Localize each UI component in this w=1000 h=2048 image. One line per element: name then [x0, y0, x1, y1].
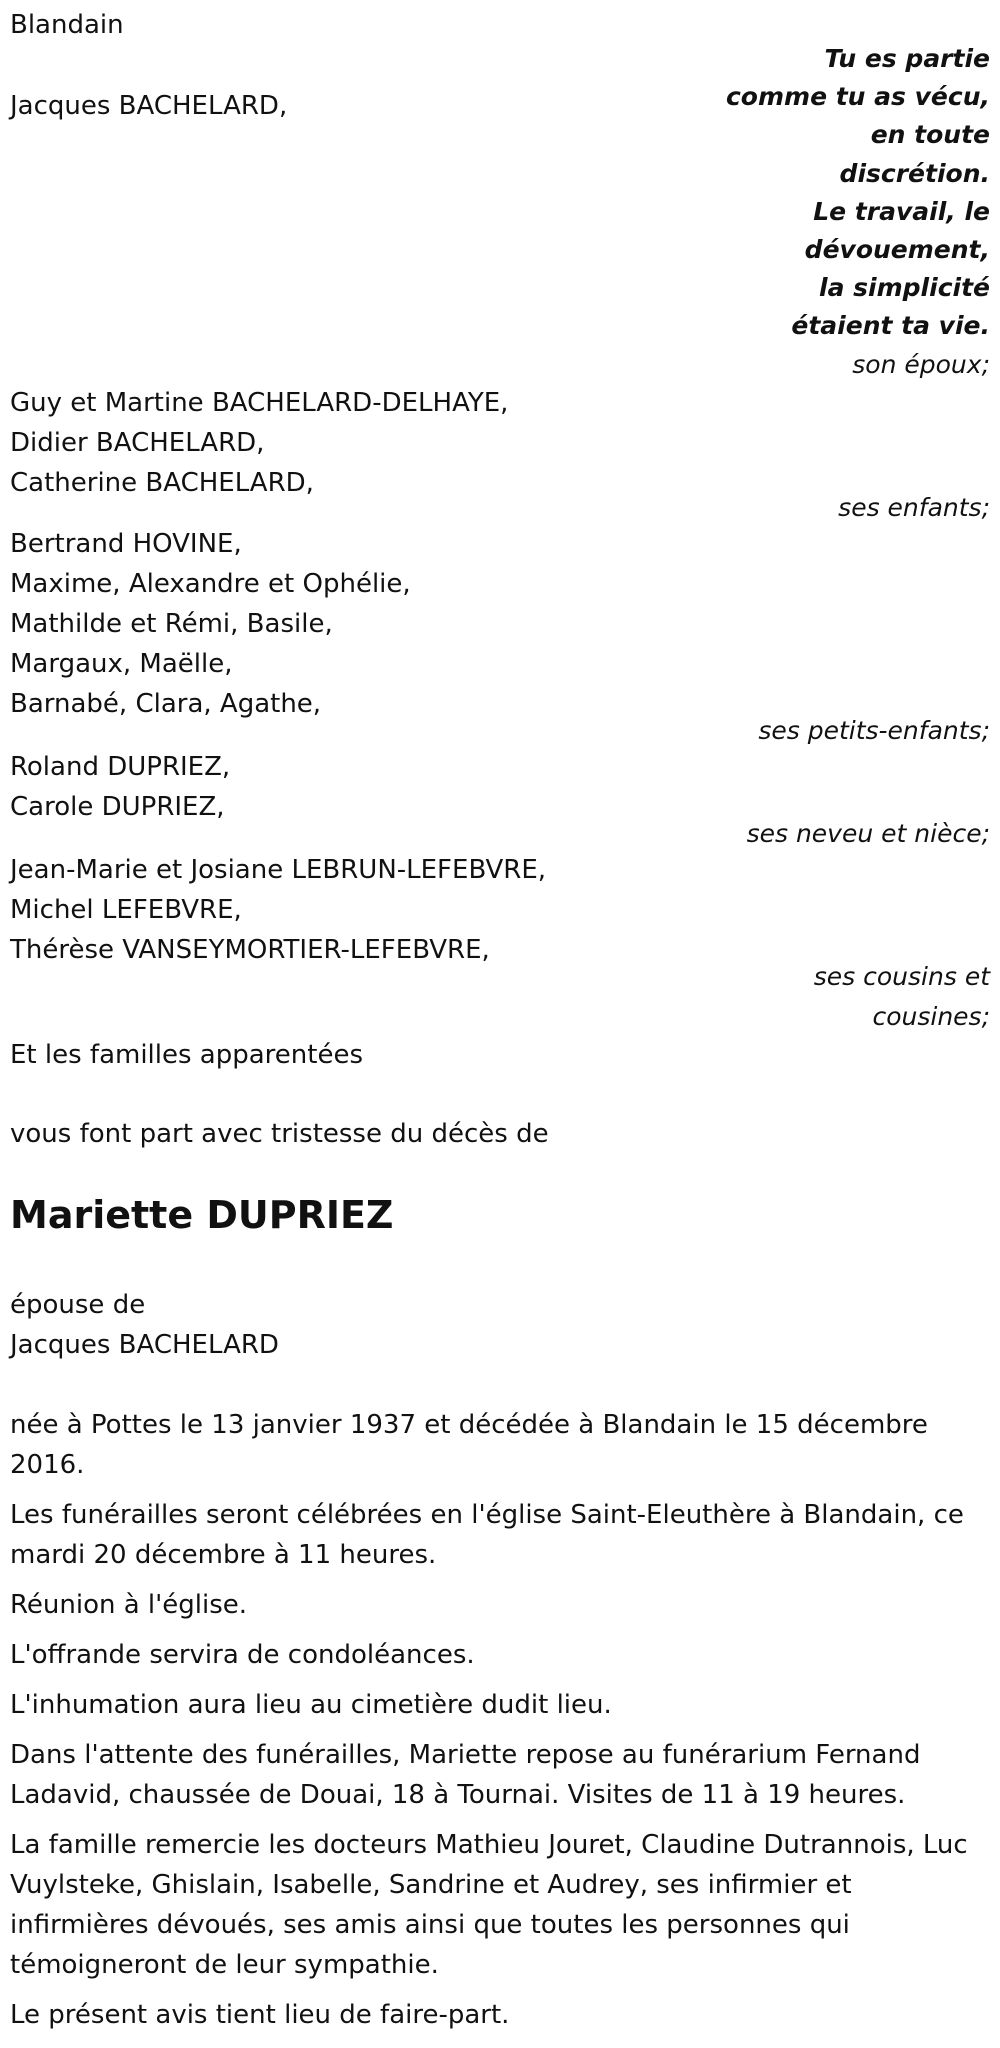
families-line: Et les familles apparentées	[10, 1040, 364, 1070]
paragraph-offering: L'offrande servira de condoléances.	[10, 1640, 475, 1670]
paragraph-birth-death: née à Pottes le 13 janvier 1937 et décédée à Blandain le 15 décembre 2016.	[10, 1410, 928, 1480]
paragraph-funeral: Les funérailles seront célébrées en l'église Saint-Eleuthère à Blandain, ce mardi 20 décembre à 11 heures.	[10, 1500, 964, 1570]
paragraph-thanks: La famille remercie les docteurs Mathieu Jouret, Claudine Dutrannois, Luc Vuylsteke, Ghislain, Isabelle, Sandrine et Audrey, ses infirmier et infirmières dévoués, ses amis ainsi que toutes les personnes qui témoigneront de leur sympathie.	[10, 1830, 968, 1980]
role-grandchildren: ses petits-enfants;	[758, 716, 990, 745]
role-spouse: son époux;	[852, 350, 990, 379]
list-item: Roland DUPRIEZ,	[10, 752, 231, 782]
role-cousins: ses cousins et	[813, 962, 990, 991]
role-nephew-niece: ses neveu et nièce;	[746, 819, 990, 848]
list-item: Mathilde et Rémi, Basile,	[10, 609, 333, 639]
role-cousins-cont: cousines;	[872, 1002, 990, 1031]
poem-line: en toute	[870, 120, 990, 149]
place: Blandain	[10, 10, 124, 40]
list-item: Catherine BACHELARD,	[10, 468, 314, 498]
paragraph-burial: L'inhumation aura lieu au cimetière dudit lieu.	[10, 1690, 612, 1720]
role-children: ses enfants;	[838, 493, 990, 522]
poem-line: Tu es partie	[824, 44, 990, 73]
spouse-of-name: Jacques BACHELARD	[10, 1330, 279, 1360]
spouse-of-label: épouse de	[10, 1290, 146, 1320]
poem-line: discrétion.	[839, 159, 990, 188]
paragraph-funerarium: Dans l'attente des funérailles, Mariette repose au funérarium Fernand Ladavid, chaussée de Douai, 18 à Tournai. Visites de 11 à 19 heures.	[10, 1740, 921, 1810]
list-item: Jean-Marie et Josiane LEBRUN-LEFEBVRE,	[10, 855, 547, 885]
poem-line: dévouement,	[804, 235, 990, 264]
paragraph-meeting: Réunion à l'église.	[10, 1590, 248, 1620]
poem-line: la simplicité	[819, 273, 990, 302]
list-item: Michel LEFEBVRE,	[10, 895, 242, 925]
husband-intro: Jacques BACHELARD,	[10, 91, 288, 121]
list-item: Carole DUPRIEZ,	[10, 792, 225, 822]
list-item: Bertrand HOVINE,	[10, 529, 242, 559]
list-item: Didier BACHELARD,	[10, 428, 265, 458]
poem-line: étaient ta vie.	[791, 311, 990, 340]
list-item: Barnabé, Clara, Agathe,	[10, 689, 322, 719]
poem-line: comme tu as vécu,	[725, 82, 990, 111]
deceased-name: Mariette DUPRIEZ	[10, 1193, 394, 1237]
paragraph-notice: Le présent avis tient lieu de faire-part.	[10, 2000, 510, 2030]
announce-line: vous font part avec tristesse du décès de	[10, 1119, 549, 1149]
list-item: Thérèse VANSEYMORTIER-LEFEBVRE,	[10, 935, 490, 965]
list-item: Maxime, Alexandre et Ophélie,	[10, 569, 411, 599]
list-item: Guy et Martine BACHELARD-DELHAYE,	[10, 388, 509, 418]
poem-line: Le travail, le	[813, 197, 990, 226]
list-item: Margaux, Maëlle,	[10, 649, 233, 679]
